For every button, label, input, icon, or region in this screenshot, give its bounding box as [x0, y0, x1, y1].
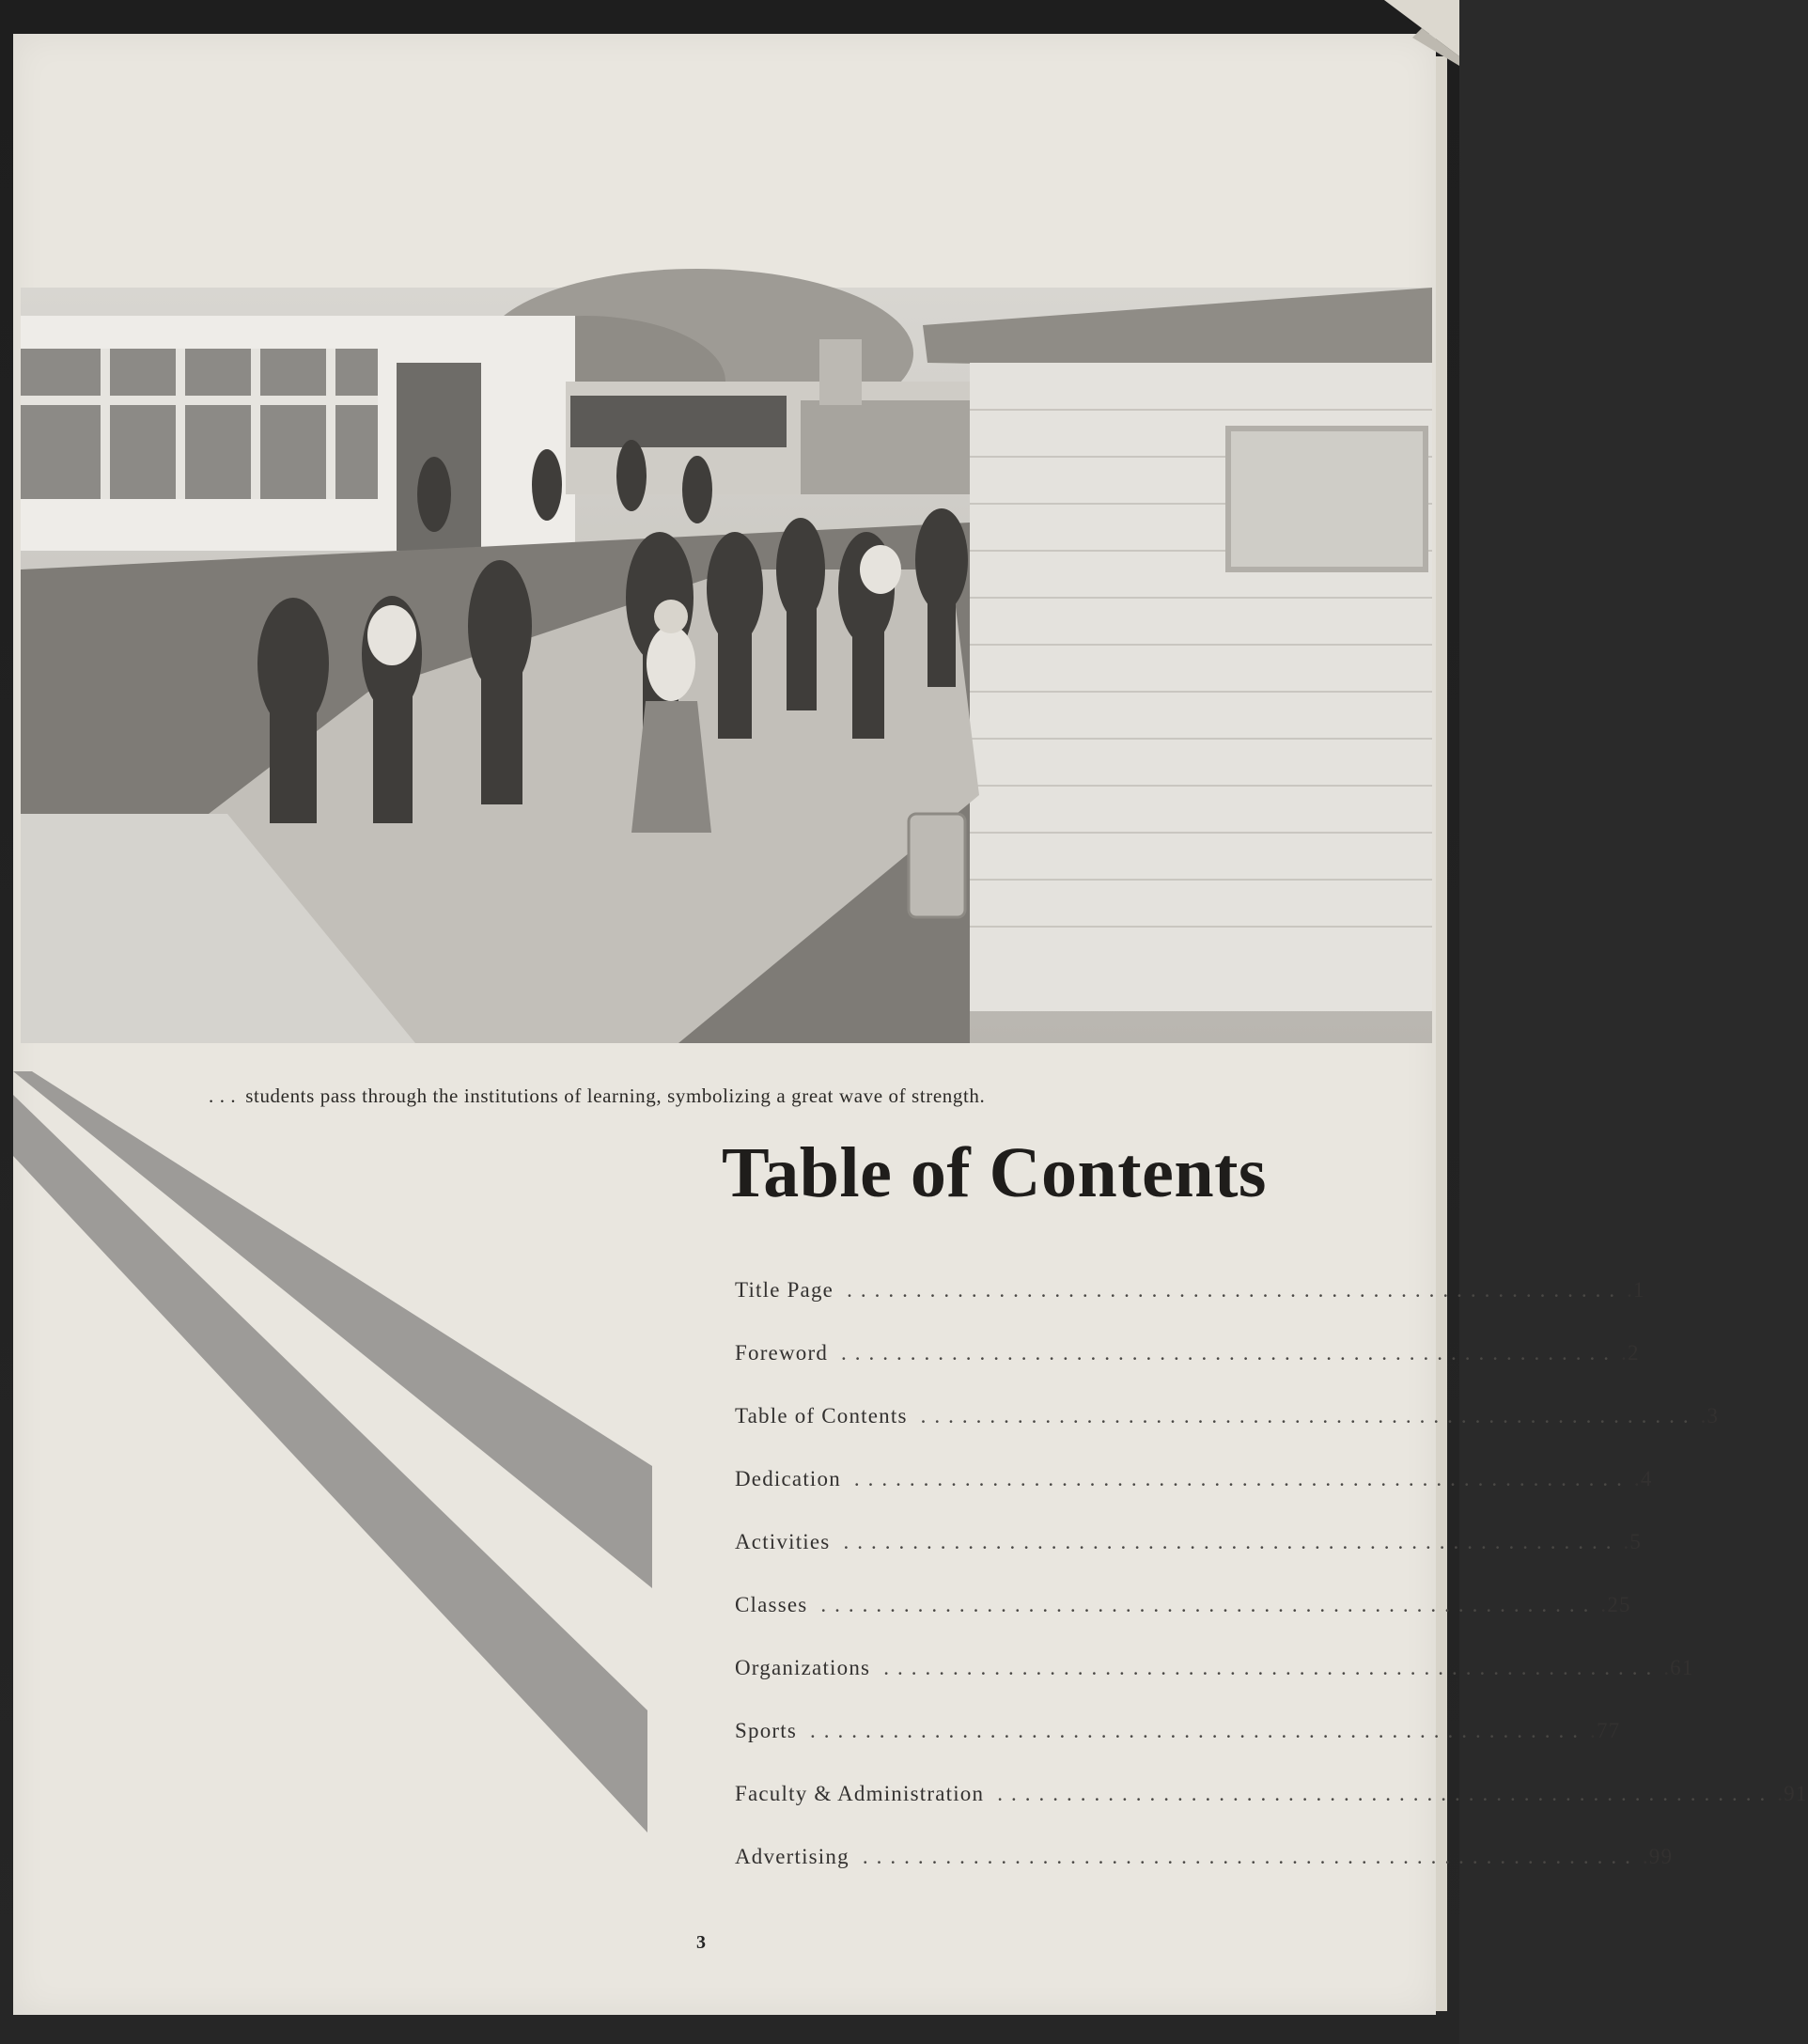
toc-entry-page: .5 [1623, 1530, 1643, 1553]
toc-entry-page: .2 [1621, 1341, 1640, 1365]
page-edge [1436, 56, 1447, 2011]
toc-entry-title: Organizations [735, 1656, 871, 1679]
toc-entry-classes [735, 1593, 1631, 1656]
toc-entry-title: Classes [735, 1593, 808, 1616]
dot-leader: ........................................................ [820, 1593, 1598, 1616]
decorative-stripes [13, 1071, 671, 1842]
toc-entry-page: .4 [1633, 1467, 1653, 1490]
toc-entry-title: Sports [735, 1719, 797, 1742]
page-corner-fold [1384, 0, 1459, 56]
toc-entry-advertising [735, 1845, 1674, 1908]
dot-leader: ........................................................ [847, 1278, 1624, 1302]
dot-leader: ........................................................ [841, 1341, 1618, 1365]
toc-entry-title: Advertising [735, 1845, 849, 1868]
toc-entry-faculty-administration [735, 1782, 1808, 1845]
dot-leader: ........................................................ [843, 1530, 1620, 1553]
toc-entry-foreword [735, 1341, 1640, 1404]
toc-entry-title: Table of Contents [735, 1404, 908, 1428]
toc-entry-activities [735, 1530, 1643, 1593]
toc-entry-page: .99 [1642, 1845, 1674, 1868]
students-walkway-photo [21, 288, 1432, 1043]
photo-caption [209, 1084, 1242, 1108]
toc-entry-title: Dedication [735, 1467, 841, 1490]
toc-entry-title: Activities [735, 1530, 831, 1553]
dot-leader: ........................................................ [920, 1404, 1697, 1428]
toc-entry-page: .1 [1627, 1278, 1645, 1302]
toc-entry-page: .3 [1700, 1404, 1720, 1428]
toc-entry-sports [735, 1719, 1621, 1782]
dot-leader: ........................................................ [862, 1845, 1639, 1868]
dot-leader: ........................................................ [997, 1782, 1774, 1805]
toc-entry-title: Foreword [735, 1341, 829, 1365]
toc-entry-page: .91 [1777, 1782, 1808, 1805]
toc-entry-title-page [735, 1278, 1645, 1341]
toc-entry-organizations [735, 1656, 1694, 1719]
dot-leader: ........................................................ [883, 1656, 1660, 1679]
toc-entry-page: .25 [1600, 1593, 1631, 1616]
toc-heading: Table of Contents [722, 1133, 1267, 1212]
page-number: 3 [696, 1932, 706, 1953]
toc-entry-dedication [735, 1467, 1653, 1530]
dot-leader: ........................................................ [853, 1467, 1630, 1490]
toc-entry-title: Title Page [735, 1278, 834, 1302]
toc-list [735, 1278, 1808, 1908]
toc-entry-page: .61 [1663, 1656, 1694, 1679]
toc-entry-table-of-contents [735, 1404, 1720, 1467]
toc-entry-title: Faculty & Administration [735, 1782, 985, 1805]
toc-entry-page: .77 [1590, 1719, 1621, 1742]
dot-leader: ........................................................ [810, 1719, 1586, 1742]
caption-text: students pass through the institutions of learning, symbolizing a great wave of strength. [245, 1084, 986, 1107]
caption-ellipsis: . . . [209, 1084, 237, 1107]
